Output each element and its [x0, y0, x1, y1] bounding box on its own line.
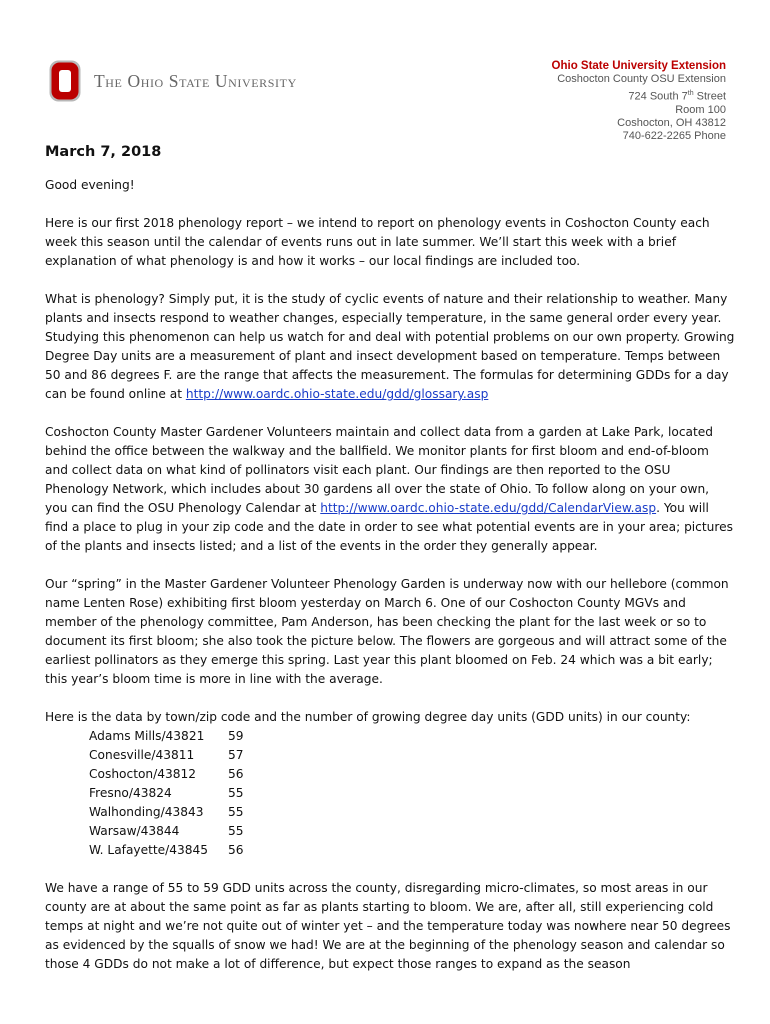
university-wordmark: The Ohio State University	[94, 70, 297, 91]
gdd-value: 56	[228, 767, 244, 781]
gdd-town: Fresno/43824	[89, 786, 172, 800]
osu-logo	[49, 60, 297, 102]
paragraph-gdd-range: We have a range of 55 to 59 GDD units across the county, disregarding micro-climates, so most areas in our county are at about the same point as far as plants starting to bloom. We are, after all, still experiencing cold temps at night and we’re not quite out of winter yet – and the temperature today was nowhere near 50 degrees as evidenced by the squalls of snow we had! We are at the beginning of the phenology season and calendar so those 4 GDDs do not make a lot of difference, but expect those ranges to expand as the season	[45, 881, 731, 971]
extension-address-block	[552, 60, 726, 143]
gdd-value: 55	[228, 786, 244, 800]
gdd-town: W. Lafayette/43845	[89, 843, 209, 857]
gdd-table	[89, 727, 735, 860]
extension-office: Coshocton County OSU Extension	[557, 73, 726, 86]
paragraph-what-is-phenology: What is phenology? Simply put, it is the study of cyclic events of nature and their relationship to weather. Many plants and insects respond to weather changes, especially temperature, in the same general order every year. Studying this phenomenon can help us watch for and deal with potential problems on our own property. Growing Degree Day units are a measurement of plant and insect development based on temperature. Temps between 50 and 86 degrees F. are the range that affects the measurement. The formulas for determining GDDs for a day can be found online at http://www.oardc.ohio-state.edu/gdd/glossary.asp	[45, 292, 735, 401]
gdd-row	[89, 746, 735, 765]
gdd-row	[89, 841, 735, 860]
gdd-row	[89, 727, 735, 746]
gdd-row	[89, 822, 735, 841]
gdd-value: 55	[228, 824, 244, 838]
letter-body	[45, 141, 735, 993]
paragraph-spring-garden: Our “spring” in the Master Gardener Volunteer Phenology Garden is underway now with our hellebore (common name Lenten Rose) exhibiting first bloom yesterday on March 6. One of our Coshocton County MGVs and member of the phenology committee, Pam Anderson, has been checking the plant for the last week or so to document its first bloom; she also took the picture below. The flowers are gorgeous and will attract some of the earliest pollinators as they emerge this spring. Last year this plant bloomed on Feb. 24 which was a bit early; this year’s bloom time is more in line with the average.	[45, 577, 729, 686]
gdd-town: Conesville/43811	[89, 748, 195, 762]
gdd-town: Walhonding/43843	[89, 805, 204, 819]
extension-phone: 740-622-2265 Phone	[622, 130, 726, 143]
gdd-town: Warsaw/43844	[89, 824, 180, 838]
gdd-row	[89, 765, 735, 784]
extension-org-name: Ohio State University Extension	[551, 60, 726, 72]
gdd-value: 56	[228, 843, 244, 857]
paragraph-master-gardeners: Coshocton County Master Gardener Volunteers maintain and collect data from a garden at Lake Park, located behind the office between the walkway and the ballfield. We monitor plants for first bloom and end-of-bloom and collect data on what kind of pollinators visit each plant. Our findings are then reported to the OSU Phenology Network, which includes about 30 gardens all over the state of Ohio. To follow along on your own, you can find the OSU Phenology Calendar at http://www.oardc.ohio-state.edu/gdd/CalendarView.asp. You will find a place to plug in your zip code and the date in order to see what potential events are in your area; pictures of the plants and insects listed; and a list of the events in the order they generally appear.	[45, 425, 733, 553]
extension-room: Room 100	[675, 103, 726, 116]
extension-street: 724 South 7th Street	[628, 89, 726, 103]
gdd-value: 59	[228, 729, 244, 743]
block-o-icon	[49, 60, 81, 102]
gdd-value: 57	[228, 748, 244, 762]
gdd-intro: Here is the data by town/zip code and the number of growing degree day units (GDD units) in our county:	[45, 710, 691, 724]
gdd-town: Adams Mills/43821	[89, 729, 205, 743]
letter-date: March 7, 2018	[45, 144, 162, 160]
gdd-town: Coshocton/43812	[89, 767, 197, 781]
phenology-calendar-link[interactable]: http://www.oardc.ohio-state.edu/gdd/CalendarView.asp	[320, 501, 657, 515]
extension-city: Coshocton, OH 43812	[617, 116, 726, 129]
greeting: Good evening!	[45, 178, 135, 192]
paragraph-intro: Here is our first 2018 phenology report – we intend to report on phenology events in Coshocton County each week this season until the calendar of events runs out in late summer. We’ll start this week with a brief explanation of what phenology is and how it works – our local findings are included too.	[45, 216, 710, 268]
gdd-value: 55	[228, 805, 244, 819]
gdd-glossary-link[interactable]: http://www.oardc.ohio-state.edu/gdd/glossary.asp	[185, 387, 489, 401]
gdd-row	[89, 803, 735, 822]
gdd-row	[89, 784, 735, 803]
